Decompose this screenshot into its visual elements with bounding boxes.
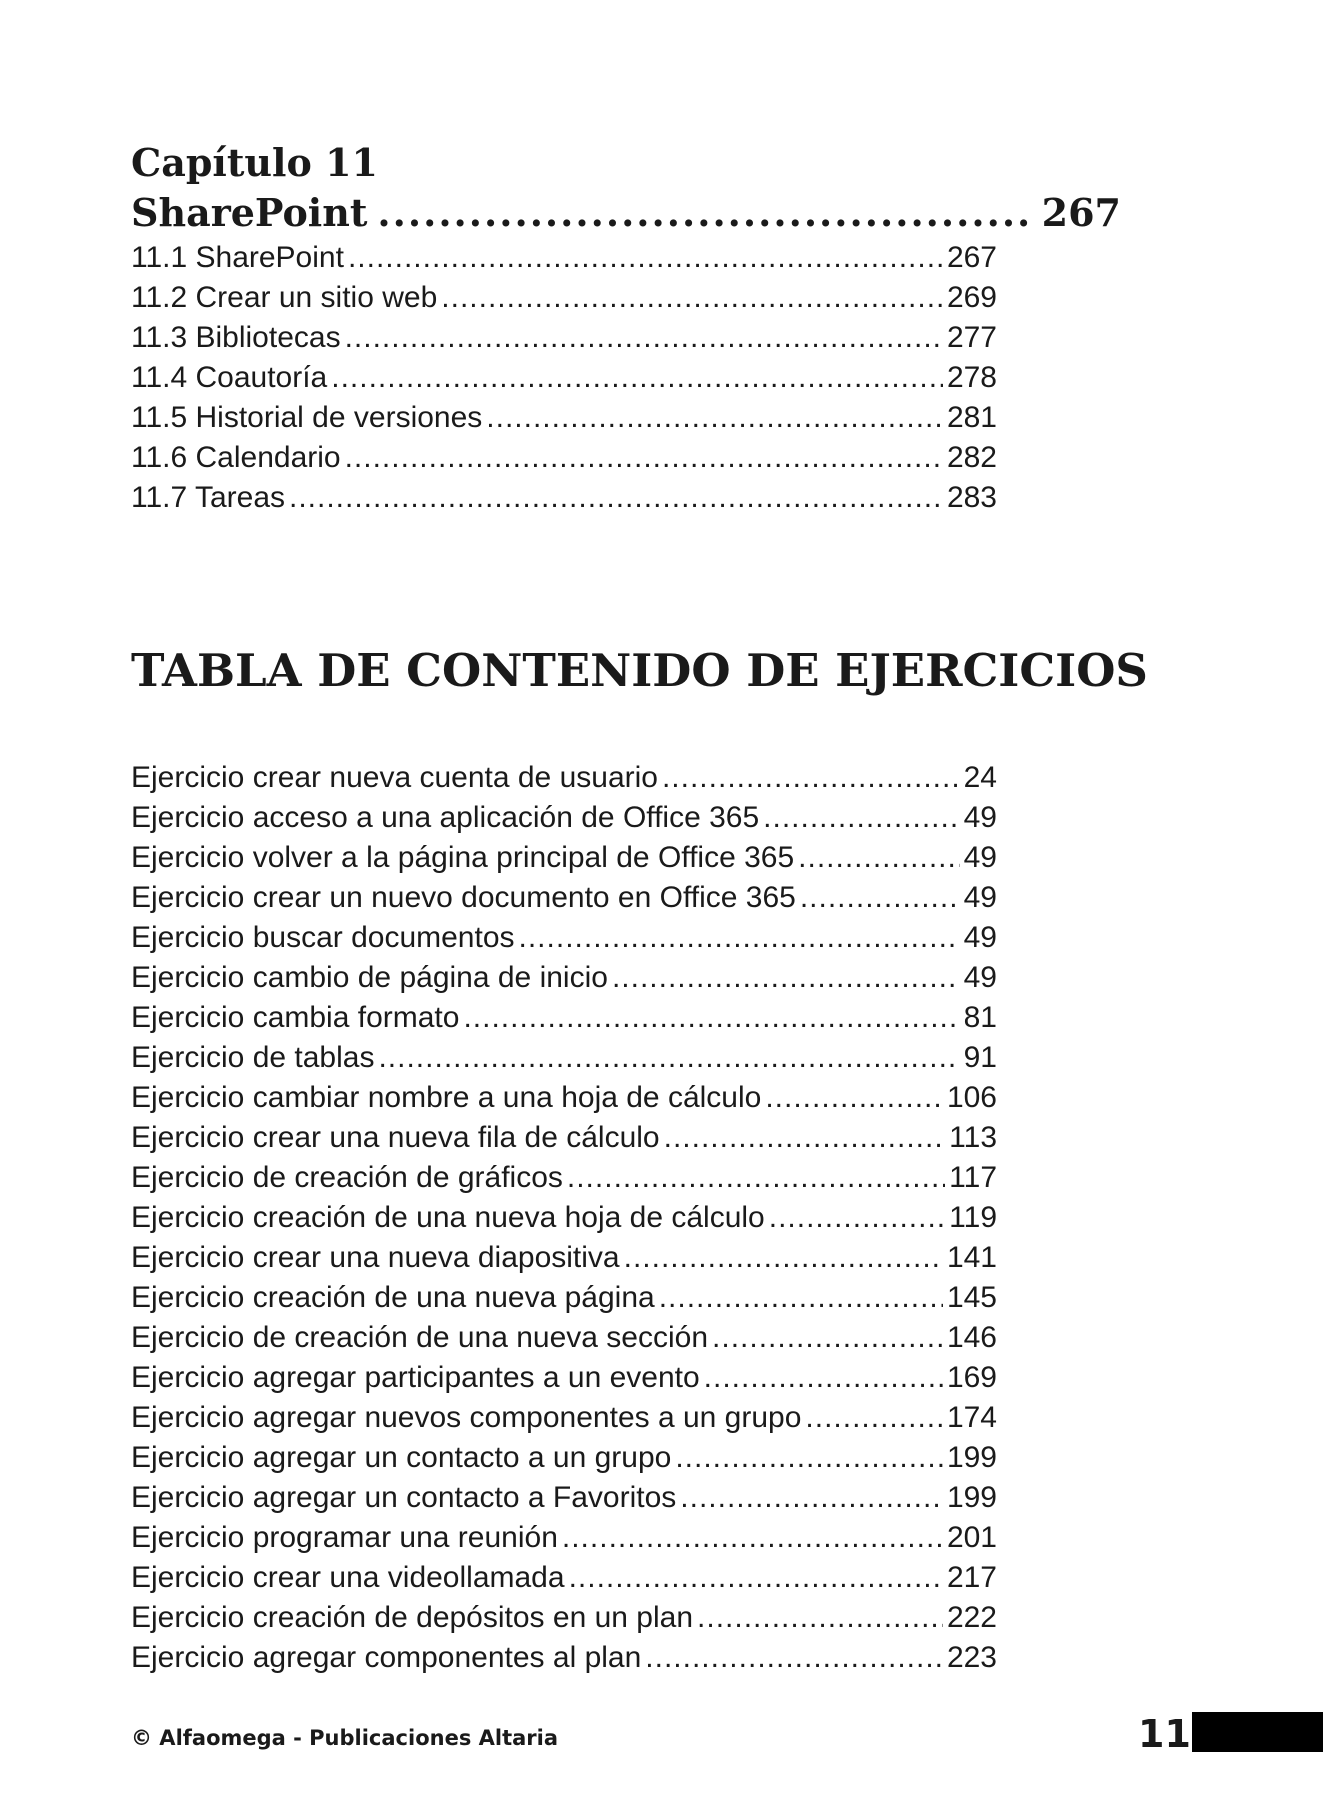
leader-dots bbox=[712, 1318, 943, 1358]
exercise-entry[interactable] bbox=[131, 1118, 997, 1158]
exercise-entry-label: Ejercicio agregar un contacto a Favoritos bbox=[131, 1481, 677, 1514]
exercise-entry[interactable] bbox=[131, 1398, 997, 1438]
section-entry-label: 11.7 Tareas bbox=[131, 481, 285, 514]
leader-dots bbox=[680, 1478, 943, 1518]
exercise-entry[interactable] bbox=[131, 1438, 997, 1478]
section-entry-page: 267 bbox=[946, 241, 997, 274]
exercise-entry-page: 217 bbox=[946, 1561, 997, 1594]
exercise-entry[interactable] bbox=[131, 1638, 997, 1678]
leader-dots bbox=[765, 1078, 943, 1118]
exercise-entry-label: Ejercicio agregar un contacto a un grupo bbox=[131, 1441, 672, 1474]
exercise-entry-page: 169 bbox=[946, 1361, 997, 1394]
chapter-number: Capítulo 11 bbox=[131, 140, 378, 185]
section-entry-label: 11.1 SharePoint bbox=[131, 241, 344, 274]
exercise-entry-label: Ejercicio acceso a una aplicación de Office 365 bbox=[131, 801, 760, 834]
section-entry[interactable] bbox=[131, 278, 997, 318]
leader-dots bbox=[377, 188, 1031, 238]
leader-dots bbox=[289, 478, 943, 518]
section-list bbox=[131, 238, 997, 518]
exercise-entry-page: 81 bbox=[963, 1001, 997, 1034]
exercise-entry-page: 91 bbox=[963, 1041, 997, 1074]
section-entry[interactable] bbox=[131, 438, 997, 478]
leader-dots bbox=[624, 1238, 943, 1278]
exercise-entry-page: 174 bbox=[946, 1401, 997, 1434]
exercise-entry-page: 49 bbox=[963, 961, 997, 994]
exercise-entry-label: Ejercicio agregar componentes al plan bbox=[131, 1641, 642, 1674]
exercise-entry-page: 113 bbox=[949, 1121, 997, 1154]
section-entry-page: 277 bbox=[946, 321, 997, 354]
exercise-entry-page: 223 bbox=[946, 1641, 997, 1674]
section-entry[interactable] bbox=[131, 318, 997, 358]
leader-dots bbox=[800, 878, 960, 918]
leader-dots bbox=[569, 1558, 943, 1598]
exercise-entry-page: 222 bbox=[946, 1601, 997, 1634]
leader-dots bbox=[463, 998, 959, 1038]
exercise-entry-page: 119 bbox=[949, 1201, 997, 1234]
exercise-entry[interactable] bbox=[131, 1078, 997, 1118]
leader-dots bbox=[331, 358, 943, 398]
section-entry-page: 278 bbox=[946, 361, 997, 394]
exercise-entry[interactable] bbox=[131, 1318, 997, 1358]
leader-dots bbox=[486, 398, 943, 438]
chapter-page: 267 bbox=[1041, 190, 1121, 235]
exercise-entry-page: 141 bbox=[946, 1241, 997, 1274]
section-entry-label: 11.3 Bibliotecas bbox=[131, 321, 341, 354]
exercise-entry-page: 49 bbox=[963, 841, 997, 874]
leader-dots bbox=[675, 1438, 943, 1478]
exercise-entry-label: Ejercicio volver a la página principal de Office 365 bbox=[131, 841, 795, 874]
leader-dots bbox=[378, 1038, 959, 1078]
page-number: 11 bbox=[1138, 1712, 1191, 1756]
chapter-heading bbox=[131, 138, 1121, 238]
section-entry[interactable] bbox=[131, 238, 997, 278]
leader-dots bbox=[562, 1518, 943, 1558]
exercise-entry[interactable] bbox=[131, 1198, 997, 1238]
leader-dots bbox=[697, 1598, 943, 1638]
exercise-entry[interactable] bbox=[131, 1158, 997, 1198]
leader-dots bbox=[345, 438, 943, 478]
exercise-entry-page: 49 bbox=[963, 881, 997, 914]
chapter-title-row[interactable] bbox=[131, 188, 1121, 238]
section-entry-page: 281 bbox=[946, 401, 997, 434]
exercise-entry[interactable] bbox=[131, 998, 997, 1038]
section-entry-label: 11.5 Historial de versiones bbox=[131, 401, 483, 434]
exercise-entry[interactable] bbox=[131, 1518, 997, 1558]
section-entry-label: 11.6 Calendario bbox=[131, 441, 341, 474]
leader-dots bbox=[805, 1398, 943, 1438]
leader-dots bbox=[645, 1638, 943, 1678]
exercise-entry-label: Ejercicio creación de depósitos en un plan bbox=[131, 1601, 694, 1634]
exercise-entry[interactable] bbox=[131, 838, 997, 878]
exercise-entry[interactable] bbox=[131, 1558, 997, 1598]
exercise-entry[interactable] bbox=[131, 1238, 997, 1278]
exercise-entry-label: Ejercicio cambiar nombre a una hoja de cálculo bbox=[131, 1081, 762, 1114]
leader-dots bbox=[763, 798, 959, 838]
section-entry-page: 269 bbox=[946, 281, 997, 314]
exercise-entry[interactable] bbox=[131, 1478, 997, 1518]
exercise-entry-label: Ejercicio crear una videollamada bbox=[131, 1561, 565, 1594]
exercise-entry-label: Ejercicio buscar documentos bbox=[131, 921, 515, 954]
exercise-entry-label: Ejercicio cambio de página de inicio bbox=[131, 961, 608, 994]
exercise-entry-label: Ejercicio programar una reunión bbox=[131, 1521, 558, 1554]
section-entry-label: 11.4 Coautoría bbox=[131, 361, 328, 394]
leader-dots bbox=[664, 1118, 946, 1158]
exercise-entry-page: 117 bbox=[949, 1161, 997, 1194]
leader-dots bbox=[659, 1278, 943, 1318]
exercise-entry[interactable] bbox=[131, 958, 997, 998]
exercise-entry[interactable] bbox=[131, 1358, 997, 1398]
exercise-entry-label: Ejercicio creación de una nueva hoja de cálculo bbox=[131, 1201, 765, 1234]
exercise-entry[interactable] bbox=[131, 918, 997, 958]
leader-dots bbox=[662, 758, 960, 798]
leader-dots bbox=[348, 238, 943, 278]
exercise-entry[interactable] bbox=[131, 1598, 997, 1638]
section-entry[interactable] bbox=[131, 398, 997, 438]
exercise-entry-label: Ejercicio de tablas bbox=[131, 1041, 375, 1074]
exercise-entry-page: 201 bbox=[946, 1521, 997, 1554]
section-entry-page: 283 bbox=[946, 481, 997, 514]
exercise-entry-label: Ejercicio agregar nuevos componentes a un grupo bbox=[131, 1401, 802, 1434]
exercise-entry-page: 24 bbox=[963, 761, 997, 794]
exercise-entry-label: Ejercicio crear una nueva fila de cálculo bbox=[131, 1121, 660, 1154]
exercise-entry-page: 49 bbox=[963, 801, 997, 834]
page-number-bar bbox=[1192, 1712, 1323, 1752]
exercise-entry-page: 106 bbox=[946, 1081, 997, 1114]
exercise-entry-page: 49 bbox=[963, 921, 997, 954]
leader-dots bbox=[519, 918, 960, 958]
exercise-entry-label: Ejercicio crear un nuevo documento en Office 365 bbox=[131, 881, 796, 914]
leader-dots bbox=[798, 838, 959, 878]
section-entry-page: 282 bbox=[946, 441, 997, 474]
section-entry[interactable] bbox=[131, 358, 997, 398]
exercise-entry[interactable] bbox=[131, 1278, 997, 1318]
leader-dots bbox=[441, 278, 943, 318]
exercise-entry-label: Ejercicio creación de una nueva página bbox=[131, 1281, 655, 1314]
exercise-entry-label: Ejercicio cambia formato bbox=[131, 1001, 460, 1034]
exercise-entry-page: 146 bbox=[946, 1321, 997, 1354]
exercise-entry-label: Ejercicio crear una nueva diapositiva bbox=[131, 1241, 620, 1274]
exercise-entry-label: Ejercicio de creación de una nueva sección bbox=[131, 1321, 709, 1354]
section-entry[interactable] bbox=[131, 478, 997, 518]
exercise-entry-label: Ejercicio agregar participantes a un evento bbox=[131, 1361, 700, 1394]
exercises-heading: TABLA DE CONTENIDO DE EJERCICIOS bbox=[131, 644, 1148, 697]
exercise-entry[interactable] bbox=[131, 878, 997, 918]
exercise-entry-page: 199 bbox=[946, 1441, 997, 1474]
exercise-list bbox=[131, 758, 997, 1678]
leader-dots bbox=[704, 1358, 943, 1398]
exercise-entry-page: 199 bbox=[946, 1481, 997, 1514]
leader-dots bbox=[612, 958, 960, 998]
leader-dots bbox=[769, 1198, 945, 1238]
exercise-entry[interactable] bbox=[131, 758, 997, 798]
leader-dots bbox=[567, 1158, 945, 1198]
exercise-entry-label: Ejercicio crear nueva cuenta de usuario bbox=[131, 761, 658, 794]
leader-dots bbox=[345, 318, 943, 358]
exercise-entry[interactable] bbox=[131, 798, 997, 838]
exercise-entry-page: 145 bbox=[946, 1281, 997, 1314]
section-entry-label: 11.2 Crear un sitio web bbox=[131, 281, 438, 314]
exercise-entry-label: Ejercicio de creación de gráficos bbox=[131, 1161, 563, 1194]
exercise-entry[interactable] bbox=[131, 1038, 997, 1078]
copyright-footer: © Alfaomega - Publicaciones Altaria bbox=[131, 1726, 559, 1750]
chapter-title: SharePoint bbox=[131, 190, 368, 235]
